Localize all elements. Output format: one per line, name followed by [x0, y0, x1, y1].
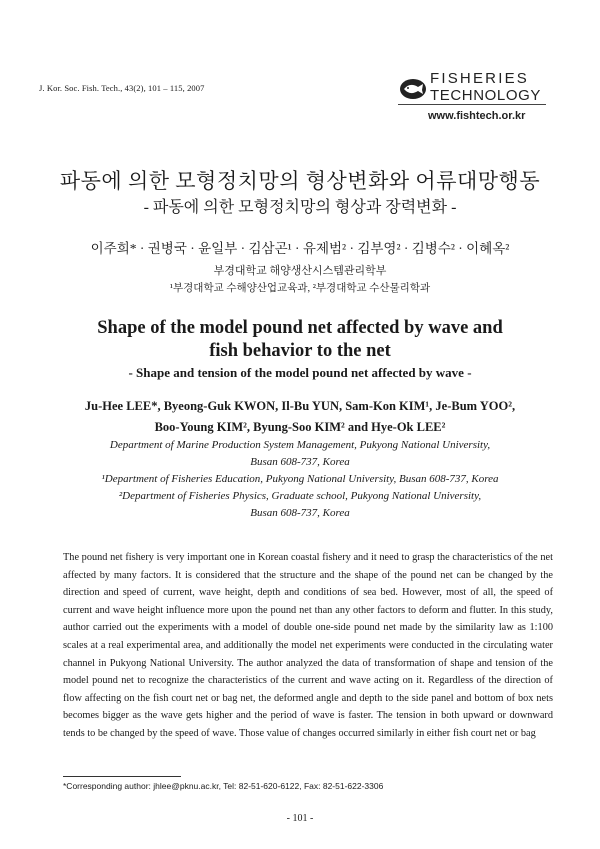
journal-logo: [398, 68, 548, 130]
affiliation-line2: Busan 608-737, Korea: [250, 456, 350, 468]
journal-url[interactable]: www.fishtech.or.kr: [428, 110, 526, 122]
english-title-line2: fish behavior to the net: [209, 341, 391, 361]
korean-affiliation-main: 부경대학교 해양생산시스템관리학부: [213, 265, 387, 277]
fish-emblem-icon: [398, 76, 428, 102]
affiliation-line3: ¹Department of Fisheries Education, Pukyong National University, Busan 608-737, Korea: [101, 473, 499, 485]
abstract-text: The pound net fishery is very important one in Korean coastal fishery and it need to grasp the characteristics of the net affected by many factors. It is considered that the structure and the shape of the pound net can be changed by the direction and speed of current, wave height, depth and conditions of sea bed. However, most of all, the speed of current and wave height influence more upon the pound net than any other factors to deform and flutter. In this study, author carried out the experiments with a model of double one-side pound net made by the similarity law as 1:100 scales at a real experimental area, and additionally the model net experiments were conducted in the circulating water channel in Pukyong National University. The author analyzed the data of transformation of shape and tension of the model pound net to recognize the characteristics of the current and wave acting on it. Regardless of the direction of flow affecting on the fish court net or bag net, the deformed angle and depth to the side panel and bottom of box nets becomes bigger as the wave gets higher and the period of wave is faster. The tension in both upward or downward tends to be changed by the speed of wave. Those value of changes occurred similarly in either fish court net or bag: [63, 552, 553, 739]
affiliation-line1: Department of Marine Production System Management, Pukyong National University,: [109, 439, 491, 451]
english-authors-line2: Boo-Young KIM², Byung-Soo KIM² and Hye-Ok LEE²: [154, 420, 446, 434]
affiliation-line5: Busan 608-737, Korea: [250, 507, 350, 519]
korean-subtitle: - 파동에 의한 모형정치망의 형상과 장력변화 -: [143, 199, 457, 216]
korean-affiliation-sub: ¹부경대학교 수해양산업교육과, ²부경대학교 수산물리학과: [169, 283, 431, 294]
english-authors: [0, 396, 600, 438]
english-title-line1: Shape of the model pound net affected by wave and: [97, 318, 503, 338]
korean-title: 파동에 의한 모형정치망의 형상변화와 어류대망행동: [59, 169, 541, 193]
logo-divider: [398, 104, 546, 105]
logo-text-fisheries: FISHERIES: [430, 70, 529, 87]
english-affiliations: [0, 437, 600, 522]
page-number: - 101 -: [286, 813, 314, 824]
affiliation-line4: ²Department of Fisheries Physics, Graduate school, Pukyong National University,: [118, 490, 482, 502]
english-authors-line1: Ju-Hee LEE*, Byeong-Guk KWON, Il-Bu YUN, Sam-Kon KIM¹, Je-Bum YOO²,: [84, 399, 516, 413]
footnote-divider: [63, 776, 181, 777]
journal-citation: J. Kor. Soc. Fish. Tech., 43(2), 101 – 115, 2007: [39, 83, 205, 93]
logo-text-technology: TECHNOLOGY: [430, 87, 542, 104]
corresponding-author-footnote: *Corresponding author: jhlee@pknu.ac.kr, Tel: 82-51-620-6122, Fax: 82-51-622-3306: [63, 781, 384, 791]
korean-authors: 이주희* · 권병국 · 윤일부 · 김삼곤¹ · 유제범² · 김부영² · 김병수² · 이혜옥²: [90, 241, 510, 256]
english-title: [0, 317, 600, 363]
abstract: [63, 549, 553, 743]
english-subtitle: - Shape and tension of the model pound net affected by wave -: [128, 365, 472, 380]
